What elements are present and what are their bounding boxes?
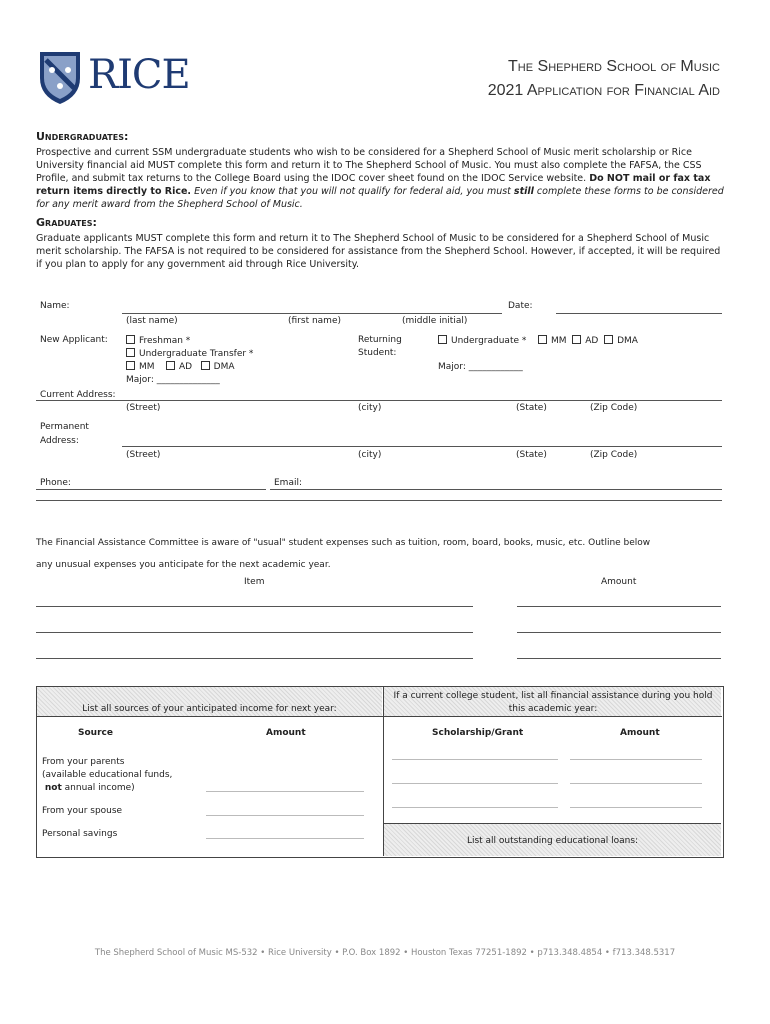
- city-caption: (city): [358, 403, 382, 413]
- scholarship-field[interactable]: [392, 807, 558, 808]
- street-caption: (Street): [126, 403, 161, 413]
- grad-text: Graduate applicants MUST complete this form and return it to The Shepherd School of Music to be considered for a Shepherd School of Music merit scholarship. The FAFSA is not required to be considered for assistance from the Shepherd School. However, if accepted, it will be required if you plan to apply for any government aid through Rice University.: [36, 233, 721, 270]
- returning-degree-options: MM AD DMA: [538, 335, 638, 346]
- expenses-intro-1: The Financial Assistance Committee is aware of "usual" student expenses such as tuition, room, board, books, music, etc. Outline below: [36, 538, 651, 548]
- new-major-field[interactable]: Major: ______________: [126, 375, 220, 385]
- checkbox-mm[interactable]: [538, 335, 547, 344]
- divider: [36, 500, 722, 501]
- expense-amount-field[interactable]: [517, 658, 721, 659]
- parents-amount-field[interactable]: [206, 791, 364, 792]
- student-label: Student:: [358, 348, 397, 358]
- scholarship-col-header: Scholarship/Grant: [432, 728, 524, 738]
- last-name-caption: (last name): [126, 316, 178, 326]
- new-applicant-label: New Applicant:: [40, 335, 108, 345]
- state-caption-2: (State): [516, 450, 547, 460]
- date-label: Date:: [508, 301, 533, 311]
- name-label: Name:: [40, 301, 70, 311]
- scholarship-field[interactable]: [392, 759, 558, 760]
- new-degree-options: MM AD DMA: [126, 361, 235, 372]
- returning-undergrad-option[interactable]: Undergraduate *: [438, 335, 526, 346]
- source-col-header: Source: [78, 728, 113, 738]
- scholarship-field[interactable]: [392, 783, 558, 784]
- grad-heading: Graduates:: [36, 216, 97, 229]
- phone-label: Phone:: [40, 478, 71, 488]
- scholarship-amount-field[interactable]: [570, 759, 702, 760]
- name-field[interactable]: [122, 313, 502, 314]
- expense-amount-field[interactable]: [517, 632, 721, 633]
- date-field[interactable]: [556, 313, 722, 314]
- expense-item-field[interactable]: [36, 632, 473, 633]
- permanent-label: Permanent: [40, 422, 89, 432]
- state-caption: (State): [516, 403, 547, 413]
- expense-item-field[interactable]: [36, 606, 473, 607]
- email-field[interactable]: [270, 489, 722, 490]
- expense-amount-field[interactable]: [517, 606, 721, 607]
- undergrad-heading: Undergraduates:: [36, 130, 129, 143]
- checkbox-ad[interactable]: [166, 361, 175, 370]
- expense-item-field[interactable]: [36, 658, 473, 659]
- checkbox-mm[interactable]: [126, 361, 135, 370]
- current-address-label: Current Address:: [40, 390, 116, 400]
- returning-label: Returning: [358, 335, 402, 345]
- checkbox-ad[interactable]: [572, 335, 581, 344]
- checkbox[interactable]: [126, 335, 135, 344]
- parents-label: From your parents (available educational funds, not annual income): [42, 757, 173, 793]
- savings-label: Personal savings: [42, 829, 118, 839]
- checkbox-dma[interactable]: [201, 361, 210, 370]
- checkbox[interactable]: [438, 335, 447, 344]
- permanent-address-field[interactable]: [122, 446, 722, 447]
- logo-text: RICE: [88, 52, 190, 98]
- income-left-header-text: List all sources of your anticipated income for next year:: [82, 704, 337, 714]
- freshman-option[interactable]: Freshman *: [126, 335, 190, 346]
- title-line-1: The Shepherd School of Music: [508, 58, 720, 75]
- undergrad-text: Prospective and current SSM undergraduate students who wish to be considered for a Shepherd School of Music merit scholarship or Rice University financial aid MUST complete this form and return it to The Shepherd School of Music. You must also complete the FAFSA, the CSS Profile, and submit tax returns to the College Board using the IDOC cover sheet found on the IDOC Service website. Do NOT mail or fax tax return items directly to Rice. Even if you know that you will not qualify for federal aid, you must still complete these forms to be considered for any merit award from the Shepherd School of Music.: [36, 147, 724, 210]
- savings-amount-field[interactable]: [206, 838, 364, 839]
- zip-caption-2: (Zip Code): [590, 450, 638, 460]
- spouse-label: From your spouse: [42, 806, 123, 816]
- middle-initial-caption: (middle initial): [402, 316, 468, 326]
- checkbox-dma[interactable]: [604, 335, 613, 344]
- income-header-divider: [37, 716, 722, 717]
- scholarship-amount-field[interactable]: [570, 783, 702, 784]
- scholarship-amount-field[interactable]: [570, 807, 702, 808]
- loans-header-text: List all outstanding educational loans:: [466, 836, 639, 846]
- email-label: Email:: [274, 478, 303, 488]
- address-label: Address:: [40, 436, 79, 446]
- phone-field[interactable]: [36, 489, 266, 490]
- expenses-intro-2: any unusual expenses you anticipate for the next academic year.: [36, 560, 331, 570]
- street-caption-2: (Street): [126, 450, 161, 460]
- income-right-header-text: If a current college student, list all financial assistance during you hold this academic year:: [393, 691, 713, 714]
- amount-col-header-2: Amount: [620, 728, 660, 738]
- returning-major-field[interactable]: Major: ____________: [438, 362, 523, 372]
- amount-col-header: Amount: [266, 728, 306, 738]
- footer-text: The Shepherd School of Music MS-532 • Rice University • P.O. Box 1892 • Houston Texas 77251-1892 • p713.348.4854 • f713.348.5317: [94, 948, 676, 958]
- transfer-option[interactable]: Undergraduate Transfer *: [126, 348, 253, 359]
- page-title: [320, 58, 720, 100]
- rice-logo: [38, 48, 188, 110]
- title-line-2: 2021 Application for Financial Aid: [487, 82, 720, 99]
- item-header: Item: [244, 577, 265, 587]
- rice-shield-icon: [38, 48, 82, 106]
- zip-caption: (Zip Code): [590, 403, 638, 413]
- current-address-field[interactable]: [36, 400, 722, 401]
- checkbox[interactable]: [126, 348, 135, 357]
- spouse-amount-field[interactable]: [206, 815, 364, 816]
- first-name-caption: (first name): [288, 316, 341, 326]
- amount-header: Amount: [601, 577, 637, 587]
- city-caption-2: (city): [358, 450, 382, 460]
